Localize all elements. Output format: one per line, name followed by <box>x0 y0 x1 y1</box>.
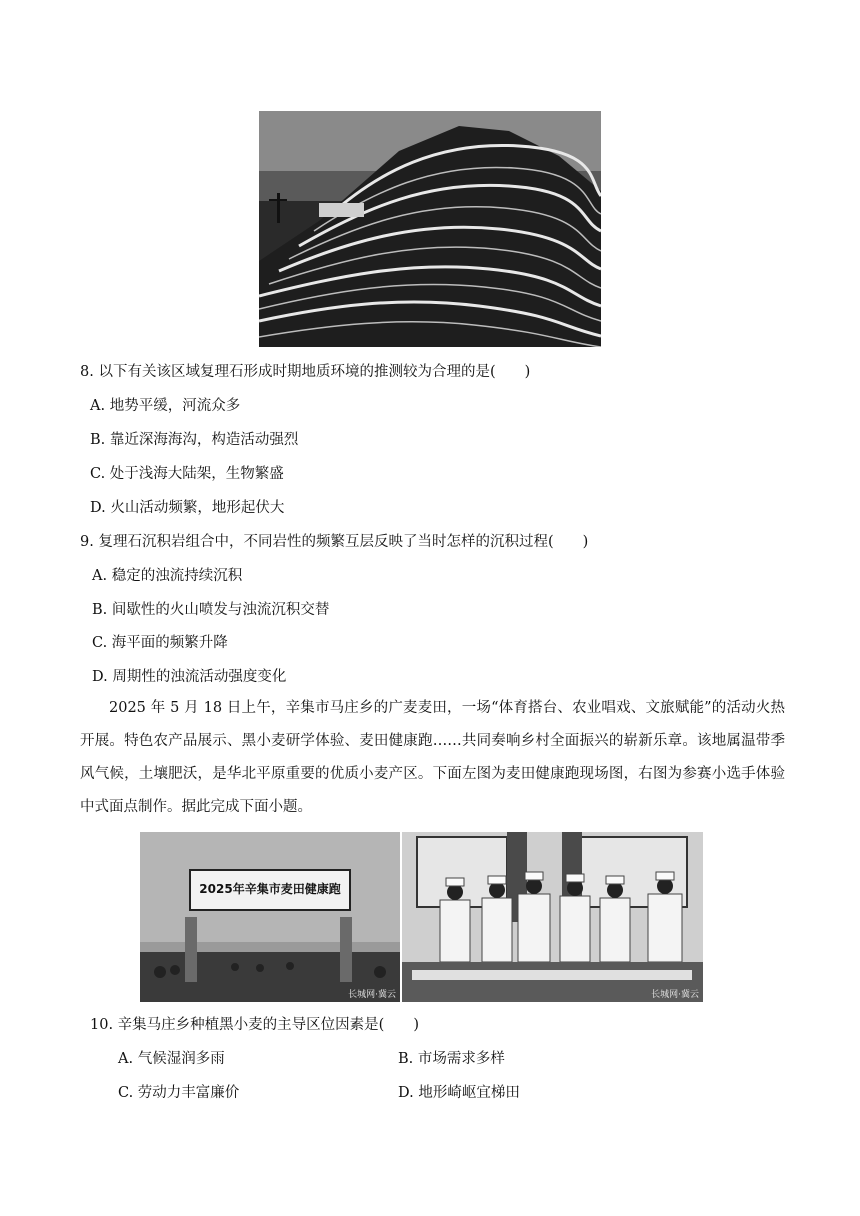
question-8-option-b: B. 靠近深海海沟，构造活动强烈 <box>90 432 299 448</box>
left-photo-watermark: 长城网·冀云 <box>348 990 396 1000</box>
question-9-option-d: D. 周期性的浊流活动强度变化 <box>92 669 287 685</box>
run-banner-text: 2025年辛集市麦田健康跑 <box>199 882 341 896</box>
question-9-option-b: B. 间歇性的火山喷发与浊流沉积交替 <box>92 602 330 618</box>
pastry-making-photo <box>402 832 703 1002</box>
question-8-stem: 8. 以下有关该区域复理石形成时期地质环境的推测较为合理的是( ) <box>80 364 531 380</box>
question-10-option-c: C. 劳动力丰富廉价 <box>118 1085 240 1101</box>
question-8-option-d: D. 火山活动频繁，地形起伏大 <box>90 500 285 516</box>
question-10-option-a: A. 气候湿润多雨 <box>118 1051 225 1067</box>
flysch-rock-photo <box>259 111 601 347</box>
question-10-option-b: B. 市场需求多样 <box>398 1051 505 1067</box>
question-10-option-d: D. 地形崎岖宜梯田 <box>398 1085 520 1101</box>
wheat-field-run-photo <box>140 832 400 1002</box>
question-8-option-c: C. 处于浅海大陆架，生物繁盛 <box>90 466 284 482</box>
right-photo-watermark: 长城网·冀云 <box>651 990 699 1000</box>
question-9-option-a: A. 稳定的浊流持续沉积 <box>92 568 243 584</box>
passage-paragraph: 2025 年 5 月 18 日上午，辛集市马庄乡的广麦麦田，一场“体育搭台、农业唱戏、文旅赋能”的活动火热开展。特色农产品展示、黑小麦研学体验、麦田健康跑……共同奏响乡村全面振兴的崭新乐章。该地属温带季风气候，土壤肥沃，是华北平原重要的优质小麦产区。下面左图为麦田健康跑现场图，右图为参赛小选手体验中式面点制作。据此完成下面小题。 <box>80 700 785 815</box>
question-9-stem: 9. 复理石沉积岩组合中，不同岩性的频繁互层反映了当时怎样的沉积过程( ) <box>80 534 589 550</box>
question-9-option-c: C. 海平面的频繁升降 <box>92 635 228 651</box>
question-8-option-a: A. 地势平缓，河流众多 <box>90 398 241 414</box>
question-10-stem: 10. 辛集马庄乡种植黑小麦的主导区位因素是( ) <box>90 1017 419 1033</box>
